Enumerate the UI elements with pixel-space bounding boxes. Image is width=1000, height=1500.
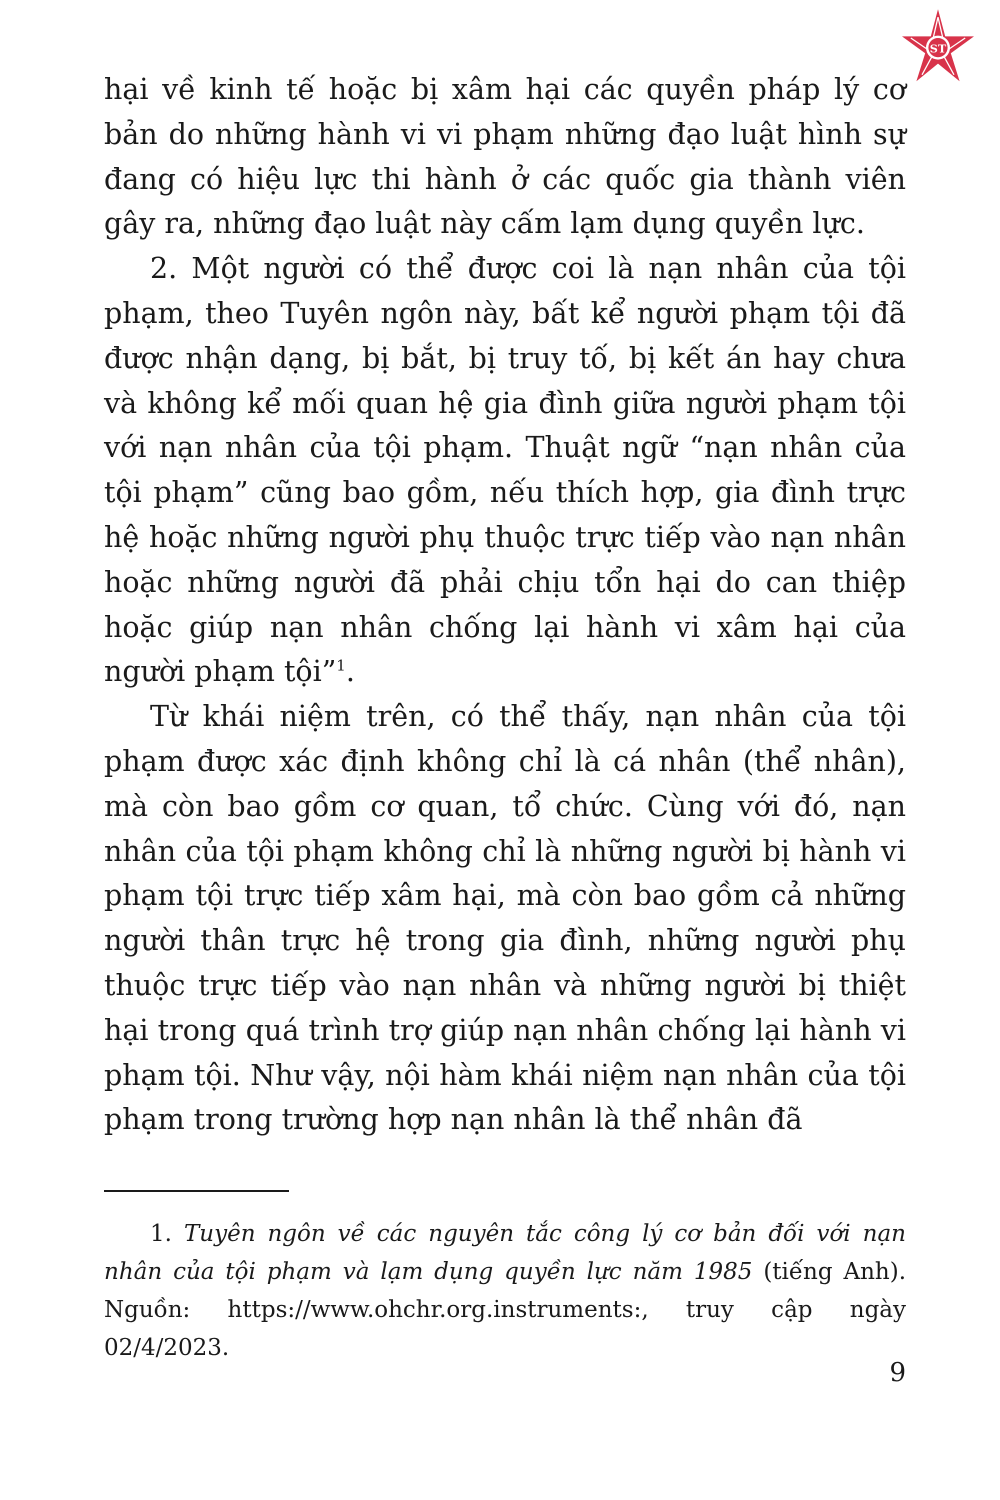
paragraph-1: hại về kinh tế hoặc bị xâm hại các quyền pháp lý cơ bản do những hành vi vi phạm những đạo luật hình sự đang có hiệu lực thi hành ở các quốc gia thành viên gây ra, những đạo luật này cấm lạm dụng quyền lực.	[104, 73, 906, 241]
main-body-text	[104, 68, 906, 1143]
footnote-reference[interactable]: 1	[336, 656, 346, 675]
paragraph-3: Từ khái niệm trên, có thể thấy, nạn nhân của tội phạm được xác định không chỉ là cá nhân (thể nhân), mà còn bao gồm cơ quan, tổ chức. Cùng với đó, nạn nhân của tội phạm không chỉ là những người bị hành vi phạm tội trực tiếp xâm hại, mà còn bao gồm cả những người thân trực hệ trong gia đình, những người phụ thuộc trực tiếp vào nạn nhân và những người bị thiệt hại trong quá trình trợ giúp nạn nhân chống lại hành vi phạm tội. Như vậy, nội hàm khái niệm nạn nhân của tội phạm trong trường hợp nạn nhân là thể nhân đã	[104, 700, 906, 1137]
footnote-divider	[104, 1190, 289, 1192]
paragraph-2-text: 2. Một người có thể được coi là nạn nhân của tội phạm, theo Tuyên ngôn này, bất kể người phạm tội đã được nhận dạng, bị bắt, bị truy tố, bị kết án hay chưa và không kể mối quan hệ gia đình giữa người phạm tội với nạn nhân của tội phạm. Thuật ngữ “nạn nhân của tội phạm” cũng bao gồm, nếu thích hợp, gia đình trực hệ hoặc những người phụ thuộc trực tiếp vào nạn nhân hoặc những người đã phải chịu tổn hại do can thiệp hoặc giúp nạn nhân chống lại hành vi xâm hại của người phạm tội”	[104, 252, 906, 689]
paragraph-2-end: .	[345, 655, 355, 689]
publisher-star-logo-icon	[898, 6, 978, 86]
paragraph-2	[104, 247, 906, 695]
footnote-number: 1.	[150, 1221, 172, 1247]
footnote-title: Tuyên ngôn về các nguyên tắc công lý cơ bản đối với nạn nhân của tội phạm và lạm dụng quyền lực năm 1985	[104, 1221, 906, 1285]
page-number: 9	[889, 1358, 906, 1388]
footnote-source: (tiếng Anh). Nguồn: https://www.ohchr.org.instruments:, truy cập ngày 02/4/2023.	[104, 1259, 907, 1361]
svg-text:ST: ST	[929, 41, 947, 56]
footnote	[104, 1215, 906, 1367]
